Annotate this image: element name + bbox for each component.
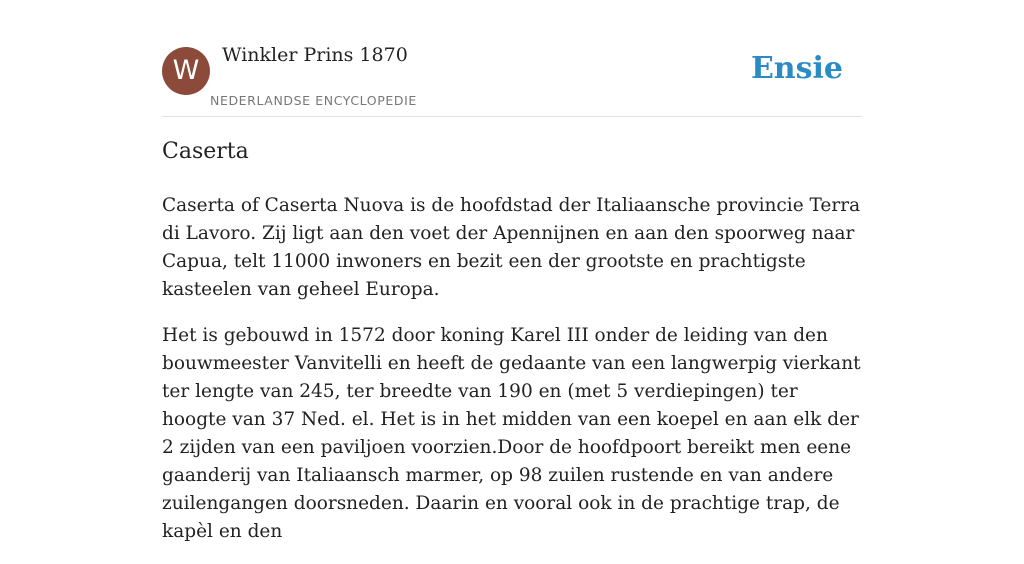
- article-title: Caserta: [162, 139, 249, 164]
- source-title[interactable]: Winkler Prins 1870: [222, 44, 408, 66]
- article-paragraph-1: Caserta of Caserta Nuova is de hoofdstad der Italiaansche provincie Terra di Lavoro. Zij ligt aan den voet der Apennijnen en aan den spoorweg naar Capua, telt 11000 inwoners en bezit een der grootste en prachtigste kasteelen van geheel Europa.: [162, 195, 861, 300]
- source-subtitle: NEDERLANDSE ENCYCLOPEDIE: [210, 93, 417, 108]
- header: [162, 0, 862, 117]
- article-paragraph-2: Het is gebouwd in 1572 door koning Karel III onder de leiding van den bouwmeester Vanvitelli en heeft de gedaante van een langwerpig vierkant ter lengte van 245, ter breedte van 190 en (met 5 verdiepingen) ter hoogte van 37 Ned. el. Het is in het midden van een koepel en aan elk der 2 zijden van een paviljoen voorzien.Door de hoofdpoort bereikt men eene gaanderij van Italiaansch marmer, op 98 zuilen rustende en van andere zuilengangen doorsneden. Daarin en vooral ook in de prachtige trap, de kapèl en den: [162, 325, 861, 542]
- ensie-logo-link[interactable]: Ensie: [750, 51, 843, 86]
- source-avatar[interactable]: W: [162, 47, 210, 95]
- article-body: [162, 192, 867, 564]
